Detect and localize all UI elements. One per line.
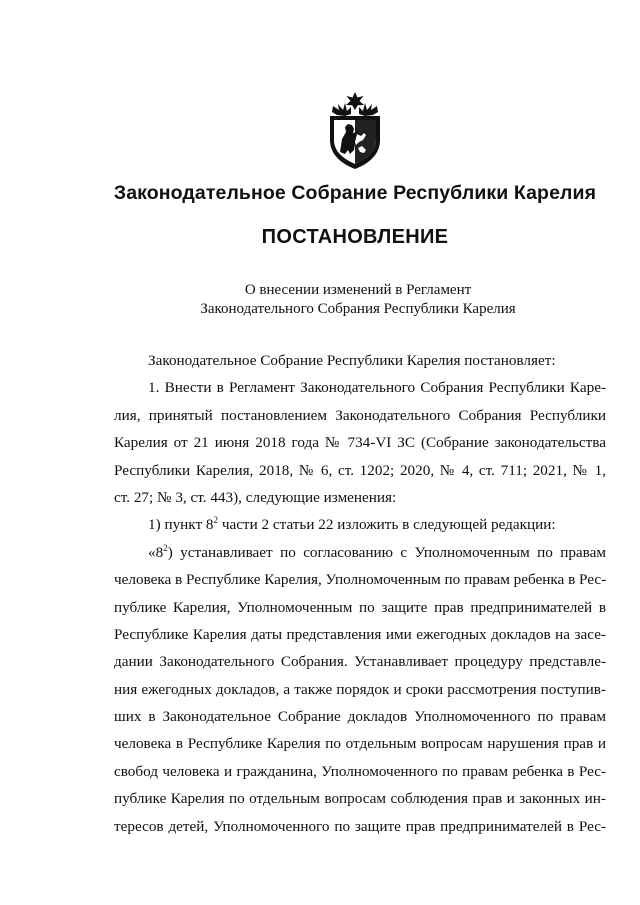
superscript: 2 bbox=[213, 515, 219, 526]
body-line: 1. Внести в Регламент Законодательного Собрания Республики Каре- bbox=[148, 379, 606, 397]
body-line: человека в Республике Карелия, Уполномоченным по правам ребенка в Рес- bbox=[114, 571, 607, 589]
text-run: «8 bbox=[148, 543, 164, 561]
body-line: дании Законодательного Собрания. Устанавливает процедуру представле- bbox=[114, 653, 606, 671]
body-line: свобод человека и гражданина, Уполномоченного по правам ребенка в Рес- bbox=[114, 762, 606, 780]
body-line: Республики Карелия, 2018, № 6, ст. 1202; 2020, № 4, ст. 711; 2021, № 1, bbox=[114, 461, 606, 479]
preamble: Законодательное Собрание Республики Карелия постановляет: bbox=[148, 352, 556, 369]
amendment-point bbox=[114, 511, 606, 538]
document-type-title: ПОСТАНОВЛЕНИЕ bbox=[261, 226, 449, 248]
body-line: Республике Карелия даты представления ими ежегодных докладов на засе- bbox=[114, 625, 606, 643]
document-subject bbox=[0, 281, 640, 319]
text-run: 1) пункт 8 bbox=[148, 516, 214, 534]
text-run: ) устанавливает по согласованию с Уполномоченным по правам bbox=[167, 543, 606, 561]
organization-title: Законодательное Собрание Республики Карелия bbox=[113, 182, 597, 204]
body-line: ния ежегодных докладов, а также порядок и сроки рассмотрения поступив- bbox=[114, 680, 606, 698]
body-line: ших в Законодательное Собрание докладов Уполномоченного по правам bbox=[114, 708, 606, 726]
body-line: Карелия от 21 июня 2018 года № 734-VI ЗС (Собрание законодательства bbox=[114, 434, 606, 452]
body-line: ст. 27; № 3, ст. 443), следующие изменения: bbox=[114, 488, 397, 506]
body-line: публике Карелия, Уполномоченным по защите прав предпринимателей в bbox=[114, 598, 606, 616]
quoted-text-start bbox=[114, 539, 606, 566]
subject-line: О внесении изменений в Регламент bbox=[244, 282, 472, 298]
body-line: тересов детей, Уполномоченного по защите прав предпринимателей в Рес- bbox=[114, 817, 606, 835]
body-line: лия, принятый постановлением Законодательного Собрания Республики bbox=[114, 406, 606, 424]
document-body bbox=[114, 347, 606, 840]
text-run: части 2 статьи 22 изложить в следующей редакции: bbox=[218, 516, 556, 534]
body-line: публике Карелия по отдельным вопросам соблюдения прав и законных ин- bbox=[114, 790, 606, 808]
body-line: человека в Республике Карелия по отдельным вопросам нарушения прав и bbox=[114, 735, 606, 753]
karelia-coat-of-arms-icon bbox=[326, 92, 384, 170]
superscript: 2 bbox=[163, 542, 168, 553]
subject-line: Законодательного Собрания Республики Карелия bbox=[200, 301, 516, 317]
